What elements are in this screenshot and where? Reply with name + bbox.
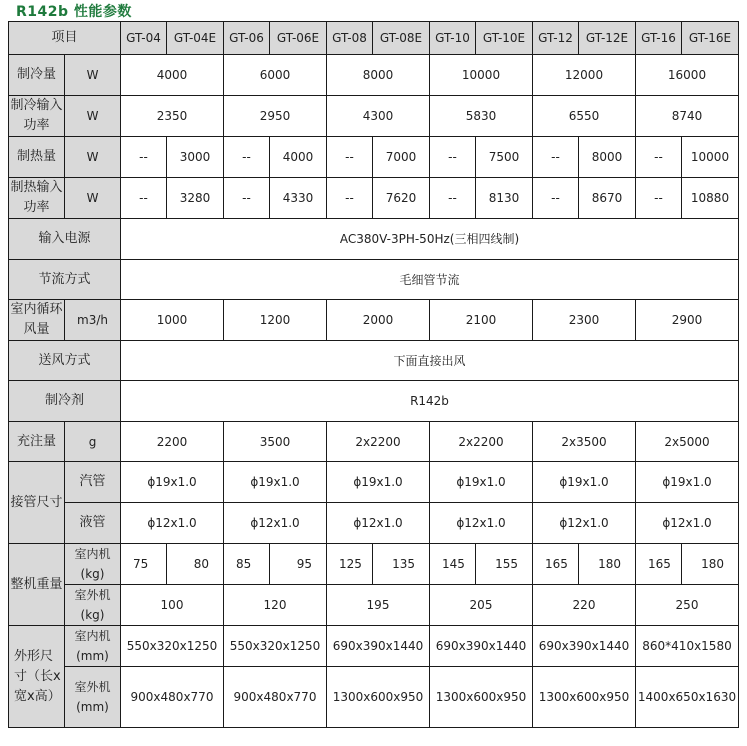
model-header: GT-08E (373, 22, 430, 55)
cell: ϕ12x1.0 (533, 503, 636, 544)
table-row (9, 503, 739, 544)
row-sublabel: 室内机(kg) (65, 544, 121, 585)
cell: ϕ19x1.0 (533, 462, 636, 503)
header-row (9, 22, 739, 55)
cell: 205 (430, 585, 533, 626)
row-sublabel: 室外机(mm) (65, 667, 121, 728)
table-row (9, 260, 739, 300)
row-unit: m3/h (65, 300, 121, 341)
table-row (9, 544, 739, 585)
cell: 100 (121, 585, 224, 626)
cell: 550x320x1250 (224, 626, 327, 667)
row-unit: W (65, 96, 121, 137)
cell: 690x390x1440 (533, 626, 636, 667)
page-title: R142b 性能参数 (16, 4, 132, 20)
table-row (9, 137, 739, 178)
cell: 125 (327, 544, 373, 585)
cell: 2x3500 (533, 422, 636, 462)
cell: 2350 (121, 96, 224, 137)
row-label: 整机重量 (9, 544, 65, 626)
model-header: GT-06 (224, 22, 270, 55)
row-unit: W (65, 137, 121, 178)
row-label: 制冷剂 (9, 381, 121, 422)
cell: 3280 (167, 178, 224, 219)
cell: 550x320x1250 (121, 626, 224, 667)
cell: 12000 (533, 55, 636, 96)
row-label: 送风方式 (9, 341, 121, 381)
cell: ϕ19x1.0 (430, 462, 533, 503)
cell: -- (636, 137, 682, 178)
cell: 135 (373, 544, 430, 585)
cell: 6550 (533, 96, 636, 137)
row-label: 制热量 (9, 137, 65, 178)
cell: 4000 (121, 55, 224, 96)
cell: 2000 (327, 300, 430, 341)
cell: 2x2200 (430, 422, 533, 462)
model-header: GT-08 (327, 22, 373, 55)
cell: 2200 (121, 422, 224, 462)
cell: 220 (533, 585, 636, 626)
table-row (9, 178, 739, 219)
row-sublabel: 室外机(kg) (65, 585, 121, 626)
cell: 8000 (327, 55, 430, 96)
cell: 1200 (224, 300, 327, 341)
item-header: 项目 (9, 22, 121, 55)
cell: ϕ19x1.0 (121, 462, 224, 503)
cell: 2x5000 (636, 422, 739, 462)
row-label: 制冷输入功率 (9, 96, 65, 137)
cell: 2100 (430, 300, 533, 341)
cell: 1300x600x950 (533, 667, 636, 728)
cell: 85 (224, 544, 270, 585)
cell: 95 (270, 544, 327, 585)
row-label: 制冷量 (9, 55, 65, 96)
cell: ϕ19x1.0 (636, 462, 739, 503)
cell: -- (430, 178, 476, 219)
cell: 165 (636, 544, 682, 585)
cell: 900x480x770 (121, 667, 224, 728)
cell: -- (533, 137, 579, 178)
cell: 2300 (533, 300, 636, 341)
cell: -- (430, 137, 476, 178)
cell: 10000 (430, 55, 533, 96)
cell: 4300 (327, 96, 430, 137)
row-unit: W (65, 178, 121, 219)
model-header: GT-10E (476, 22, 533, 55)
cell: -- (327, 178, 373, 219)
cell: 165 (533, 544, 579, 585)
spec-table (8, 21, 739, 728)
model-header: GT-04E (167, 22, 224, 55)
cell: 900x480x770 (224, 667, 327, 728)
model-header: GT-16 (636, 22, 682, 55)
cell: -- (121, 178, 167, 219)
cell: 1300x600x950 (327, 667, 430, 728)
table-row (9, 300, 739, 341)
cell: 8670 (579, 178, 636, 219)
cell: 16000 (636, 55, 739, 96)
row-label: 输入电源 (9, 219, 121, 260)
cell: ϕ12x1.0 (121, 503, 224, 544)
cell: -- (636, 178, 682, 219)
cell: ϕ19x1.0 (327, 462, 430, 503)
row-label: 节流方式 (9, 260, 121, 300)
cell: 10880 (682, 178, 739, 219)
row-sublabel: 室内机(mm) (65, 626, 121, 667)
model-header: GT-12E (579, 22, 636, 55)
cell: 180 (682, 544, 739, 585)
cell: ϕ12x1.0 (636, 503, 739, 544)
table-row (9, 55, 739, 96)
cell: 下面直接出风 (121, 341, 739, 381)
cell: 250 (636, 585, 739, 626)
cell: 8740 (636, 96, 739, 137)
table-row (9, 667, 739, 728)
cell: 3500 (224, 422, 327, 462)
cell: 7500 (476, 137, 533, 178)
cell: 5830 (430, 96, 533, 137)
row-label: 接管尺寸 (9, 462, 65, 544)
table-row (9, 422, 739, 462)
cell: -- (224, 137, 270, 178)
cell: 8130 (476, 178, 533, 219)
cell: ϕ12x1.0 (327, 503, 430, 544)
table-row (9, 341, 739, 381)
cell: AC380V-3PH-50Hz(三相四线制) (121, 219, 739, 260)
cell: 195 (327, 585, 430, 626)
cell: -- (327, 137, 373, 178)
table-row (9, 585, 739, 626)
cell: 2900 (636, 300, 739, 341)
row-sublabel: 液管 (65, 503, 121, 544)
row-label: 制热输入功率 (9, 178, 65, 219)
row-unit: W (65, 55, 121, 96)
cell: 7620 (373, 178, 430, 219)
cell: ϕ12x1.0 (224, 503, 327, 544)
model-header: GT-10 (430, 22, 476, 55)
cell: ϕ19x1.0 (224, 462, 327, 503)
model-header: GT-16E (682, 22, 739, 55)
table-row (9, 462, 739, 503)
cell: -- (121, 137, 167, 178)
cell: 毛细管节流 (121, 260, 739, 300)
model-header: GT-04 (121, 22, 167, 55)
cell: 10000 (682, 137, 739, 178)
model-header: GT-12 (533, 22, 579, 55)
row-sublabel: 汽管 (65, 462, 121, 503)
table-row (9, 219, 739, 260)
cell: 690x390x1440 (430, 626, 533, 667)
cell: 1000 (121, 300, 224, 341)
cell: 4330 (270, 178, 327, 219)
cell: -- (533, 178, 579, 219)
cell: R142b (121, 381, 739, 422)
cell: 120 (224, 585, 327, 626)
cell: 80 (167, 544, 224, 585)
cell: 75 (121, 544, 167, 585)
row-unit: g (65, 422, 121, 462)
cell: 860*410x1580 (636, 626, 739, 667)
table-row (9, 626, 739, 667)
cell: 1300x600x950 (430, 667, 533, 728)
cell: 2950 (224, 96, 327, 137)
cell: 7000 (373, 137, 430, 178)
cell: 6000 (224, 55, 327, 96)
cell: 1400x650x1630 (636, 667, 739, 728)
row-label: 外形尺寸（长x宽x高） (9, 626, 65, 728)
cell: 2x2200 (327, 422, 430, 462)
cell: 3000 (167, 137, 224, 178)
table-row (9, 381, 739, 422)
table-row (9, 96, 739, 137)
cell: 155 (476, 544, 533, 585)
cell: ϕ12x1.0 (430, 503, 533, 544)
model-header: GT-06E (270, 22, 327, 55)
cell: -- (224, 178, 270, 219)
cell: 690x390x1440 (327, 626, 430, 667)
cell: 8000 (579, 137, 636, 178)
row-label: 室内循环风量 (9, 300, 65, 341)
cell: 4000 (270, 137, 327, 178)
cell: 180 (579, 544, 636, 585)
cell: 145 (430, 544, 476, 585)
row-label: 充注量 (9, 422, 65, 462)
